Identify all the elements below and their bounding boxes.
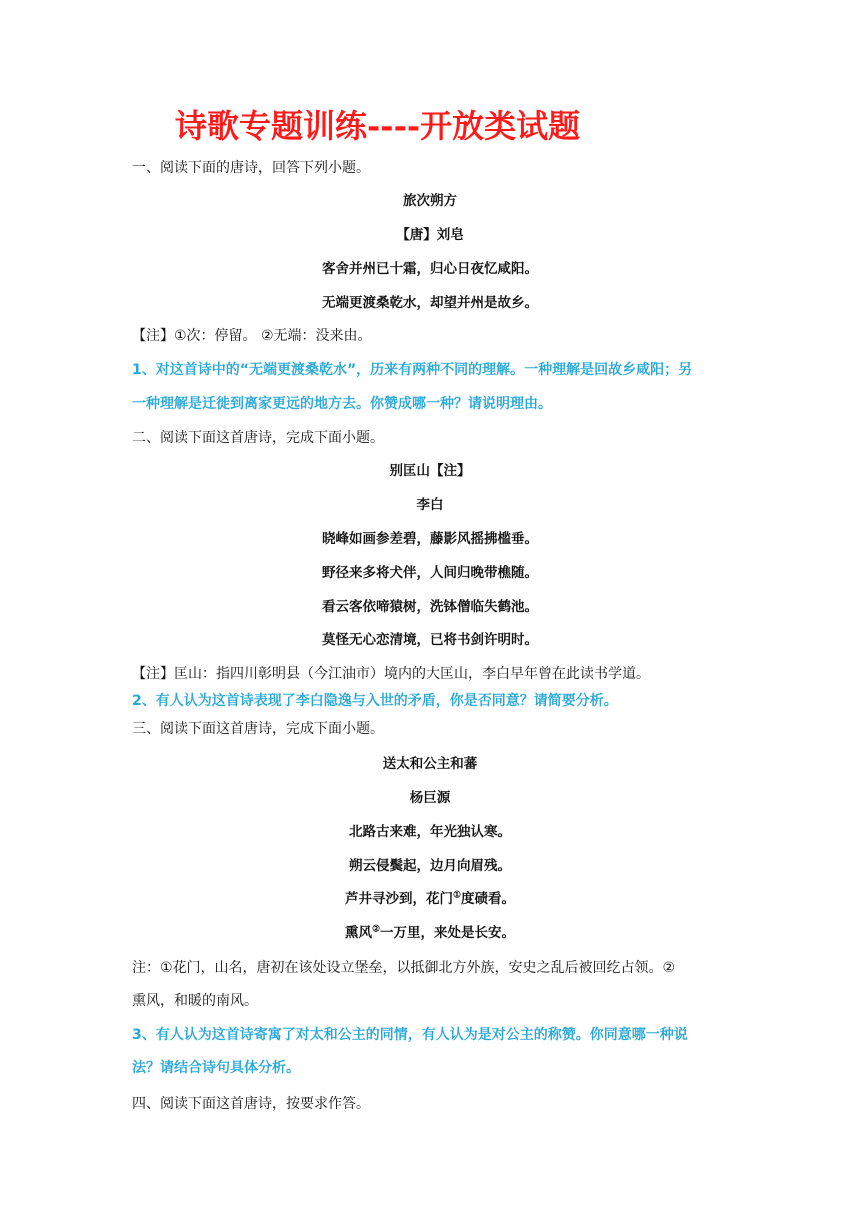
poem-text: 芦井寻沙到，花门 [344, 891, 453, 907]
page-title: 诗歌专题训练----开放类试题 [175, 107, 581, 145]
section4-heading: 四、阅读下面这首唐诗，按要求作答。 [132, 1096, 370, 1112]
question-1-line2: 一种理解是迁徙到离家更远的地方去。你赞成哪一种？请说明理由。 [132, 396, 552, 412]
question-2: 2、有人认为这首诗表现了李白隐逸与入世的矛盾，你是否同意？请简要分析。 [132, 693, 618, 709]
section1-poem-line: 无端更渡桑乾水，却望并州是故乡。 [322, 295, 538, 311]
section2-poem-line: 看云客依啼猿树，洗钵僧临失鹤池。 [322, 599, 538, 615]
section2-poem-line: 晓峰如画参差碧，藤影风摇拂槛垂。 [322, 531, 538, 547]
footnote-marker: ② [371, 924, 381, 935]
section3-note-line2: 熏风，和暖的南风。 [132, 993, 258, 1009]
section1-note: 【注】①次：停留。 ②无端：没来由。 [132, 328, 372, 344]
section1-poem-author: 【唐】刘皂 [396, 227, 464, 243]
section3-poem-line: 朔云侵鬓起，边月向眉残。 [349, 858, 511, 874]
section1-heading: 一、阅读下面的唐诗，回答下列小题。 [132, 160, 370, 176]
poem-text: 熏风 [344, 925, 372, 941]
question-1-line1: 1、对这首诗中的“无端更渡桑乾水”，历来有两种不同的理解。一种理解是回故乡咸阳；另 [132, 362, 693, 378]
section2-poem-line: 野径来多将犬伴，人间归晚带樵随。 [322, 565, 538, 581]
question-3-line1: 3、有人认为这首诗寄寓了对太和公主的同情，有人认为是对公主的称赞。你同意哪一种说 [132, 1027, 688, 1043]
section3-poem-title: 送太和公主和蕃 [382, 756, 478, 772]
section3-heading: 三、阅读下面这首唐诗，完成下面小题。 [132, 721, 384, 737]
footnote-marker: ① [452, 890, 462, 901]
section3-poem-line: 北路古来难，年光独认寒。 [349, 824, 511, 840]
poem-text: 度碛看。 [461, 891, 516, 907]
section3-note-line1: 注：①花门，山名，唐初在该处设立堡垒，以抵御北方外族，安史之乱后被回纥占领。② [132, 960, 676, 976]
section3-poem-line [0, 923, 860, 943]
section2-poem-author: 李白 [416, 497, 444, 513]
section2-note: 【注】匡山：指四川彰明县（今江油市）境内的大匡山，李白早年曾在此读书学道。 [132, 666, 650, 682]
poem-text: 一万里，来处是长安。 [380, 925, 516, 941]
section2-heading: 二、阅读下面这首唐诗，完成下面小题。 [132, 430, 384, 446]
section1-poem-line: 客舍并州已十霜，归心日夜忆咸阳。 [322, 261, 538, 277]
question-3-line2: 法？请结合诗句具体分析。 [132, 1060, 300, 1076]
section3-poem-line [0, 889, 860, 909]
section1-poem-title: 旅次朔方 [403, 193, 457, 209]
section3-poem-author: 杨巨源 [409, 790, 451, 806]
section2-poem-title: 别匡山【注】 [389, 463, 471, 479]
section2-poem-line: 莫怪无心恋清境，已将书剑许明时。 [322, 632, 538, 648]
